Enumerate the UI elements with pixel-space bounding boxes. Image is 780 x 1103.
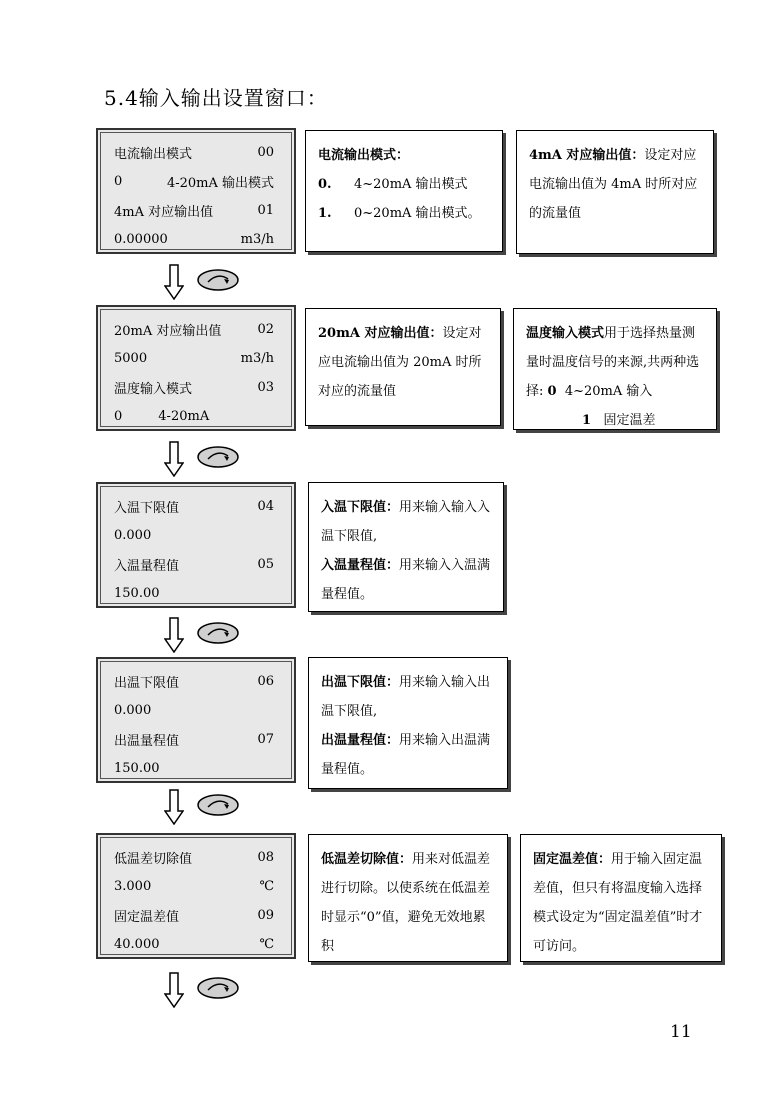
item-text: 0~20mA 输出模式。 <box>354 206 481 221</box>
note-text: 用来对低温差进行切除。以使系统在低温差时显示“0”值，避免无效地累积 <box>321 852 491 954</box>
row-label: 150.00 <box>114 761 160 776</box>
note-text: 用来输入输入出温下限值, <box>321 675 491 719</box>
row-value: 03 <box>257 380 274 395</box>
lcd-screen-1 <box>96 128 296 254</box>
rotary-knob-icon <box>196 445 240 469</box>
down-arrow-icon <box>164 441 184 477</box>
option-text: 固定温差 <box>603 413 656 428</box>
note-text: 设定对应电流输出值为 20mA 时所对应的流量值 <box>318 326 482 399</box>
row-value: 4-20mA 输出模式 <box>166 176 274 191</box>
note-temperature-input-mode <box>513 308 717 430</box>
note-text: 用来输入输入入温下限值, <box>321 500 491 544</box>
lcd-screen-2 <box>96 305 296 431</box>
note-text: 用于选择热量测量时温度信号的来源,共两种选择: <box>526 326 700 399</box>
screen-row <box>114 696 274 725</box>
note-outlet-temperature <box>308 657 508 789</box>
screen-row <box>114 550 274 579</box>
note-heading: 低温差切除值： <box>321 852 413 867</box>
note-heading: 出温量程值： <box>321 733 400 748</box>
note-heading: 入温下限值： <box>321 500 400 515</box>
note-20ma-output <box>305 308 501 426</box>
note-text: 设定对应电流输出值为 4mA 时所对应的流量值 <box>529 148 698 221</box>
rotary-knob-icon <box>196 268 240 292</box>
note-text: 用于输入固定温差值，但只有将温度输入选择模式设定为“固定温差值”时才可访问。 <box>533 852 703 954</box>
row-label: 低温差切除值 <box>114 852 193 867</box>
screen-row <box>114 725 274 754</box>
screen-row <box>114 754 274 783</box>
screen-row <box>114 579 274 608</box>
screen-row <box>114 872 274 901</box>
screen-row <box>114 225 274 254</box>
row-label: 0 <box>114 409 123 424</box>
row-value: 06 <box>257 674 274 689</box>
row-label: 20mA 对应输出值 <box>114 324 222 339</box>
lcd-screen-3 <box>96 482 296 608</box>
row-value: 4-20mA <box>158 409 210 424</box>
screen-row <box>114 492 274 521</box>
screen-row <box>114 167 274 196</box>
row-value: 01 <box>257 203 274 218</box>
down-arrow-icon <box>164 264 184 300</box>
down-arrow-icon <box>164 617 184 653</box>
row-label: 3.000 <box>114 879 152 894</box>
row-label: 出温下限值 <box>114 676 180 691</box>
row-label: 0.000 <box>114 703 152 718</box>
note-text: 用来输入出温满量程值。 <box>321 733 491 777</box>
row-value: m3/h <box>240 351 274 366</box>
screen-row <box>114 196 274 225</box>
screen-row <box>114 373 274 402</box>
down-arrow-icon <box>164 789 184 825</box>
row-label: 0.00000 <box>114 232 168 247</box>
screen-row <box>114 402 274 431</box>
option-number: 0 <box>547 384 557 399</box>
note-heading: 4mA 对应输出值： <box>529 148 645 163</box>
rotary-knob-icon <box>196 621 240 645</box>
row-value: 00 <box>257 145 274 160</box>
note-item <box>318 199 492 228</box>
screen-row <box>114 344 274 373</box>
item-text: 4~20mA 输出模式 <box>354 177 468 192</box>
row-label: 150.00 <box>114 586 160 601</box>
note-low-diff-cutoff <box>308 834 508 962</box>
section-title: 5.4输入输出设置窗口： <box>104 86 328 110</box>
note-heading: 温度输入模式 <box>526 326 605 341</box>
row-value: 07 <box>257 732 274 747</box>
screen-row <box>114 901 274 930</box>
down-arrow-icon <box>164 972 184 1008</box>
row-label: 入温下限值 <box>114 501 180 516</box>
rotary-knob-icon <box>196 976 240 1000</box>
option-text: 4~20mA 输入 <box>564 384 653 399</box>
lcd-screen-4 <box>96 657 296 783</box>
row-label: 0 <box>114 174 123 189</box>
row-label: 0.000 <box>114 528 152 543</box>
row-value: 05 <box>257 557 274 572</box>
note-4ma-output <box>516 130 714 254</box>
row-label: 温度输入模式 <box>114 382 193 397</box>
screen-row <box>114 667 274 696</box>
page-number: 11 <box>670 1022 692 1042</box>
note-inlet-temperature <box>308 482 504 612</box>
screen-row <box>114 930 274 959</box>
row-label: 入温量程值 <box>114 559 180 574</box>
row-value: 04 <box>257 499 274 514</box>
row-value: 08 <box>257 850 274 865</box>
item-number: 0. <box>318 177 332 192</box>
screen-row <box>114 843 274 872</box>
note-text: 用来输入入温满量程值。 <box>321 558 491 602</box>
note-fixed-temp-diff <box>520 834 722 962</box>
lcd-screen-5 <box>96 833 296 959</box>
note-heading: 固定温差值： <box>533 852 612 867</box>
note-item <box>318 170 492 199</box>
rotary-knob-icon <box>196 793 240 817</box>
note-heading: 入温量程值： <box>321 558 400 573</box>
row-value: m3/h <box>240 232 274 247</box>
row-label: 固定温差值 <box>114 910 180 925</box>
note-heading: 电流输出模式： <box>318 148 410 163</box>
option-number: 1 <box>582 413 592 428</box>
screen-row <box>114 521 274 550</box>
row-value: 09 <box>257 908 274 923</box>
row-value: ℃ <box>259 879 274 894</box>
row-label: 5000 <box>114 351 148 366</box>
screen-row <box>114 315 274 344</box>
row-value: 02 <box>257 322 274 337</box>
note-heading: 出温下限值： <box>321 675 400 690</box>
row-label: 4mA 对应输出值 <box>114 205 214 220</box>
screen-row <box>114 138 274 167</box>
row-label: 出温量程值 <box>114 734 180 749</box>
row-label: 40.000 <box>114 937 160 952</box>
note-heading: 20mA 对应输出值： <box>318 326 443 341</box>
note-current-output-mode <box>305 130 503 252</box>
item-number: 1. <box>318 206 332 221</box>
row-label: 电流输出模式 <box>114 147 193 162</box>
row-value: ℃ <box>259 937 274 952</box>
